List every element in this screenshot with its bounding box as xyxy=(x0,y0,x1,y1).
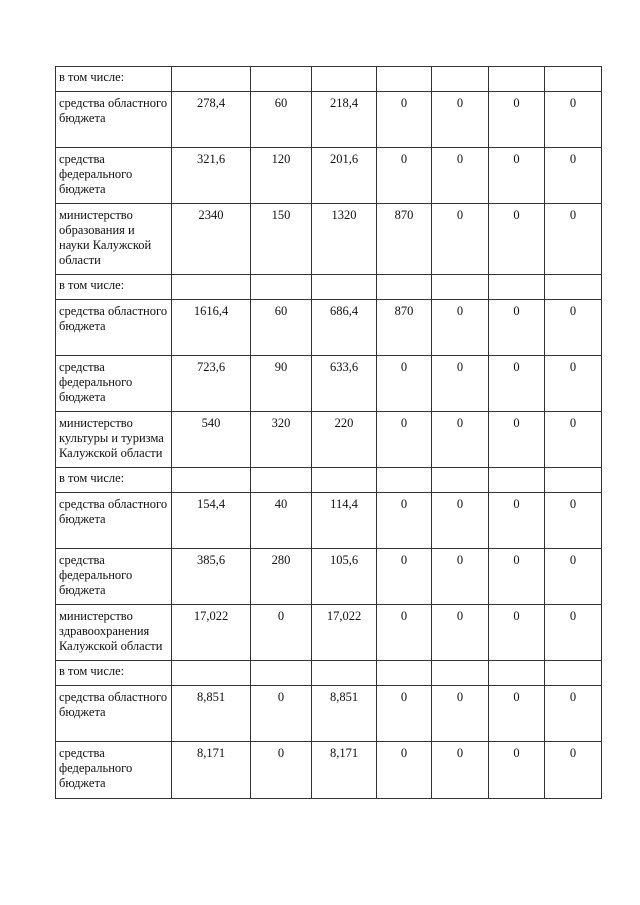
row-label-cell: средства областного бюджета xyxy=(56,92,172,148)
table-row xyxy=(56,549,602,605)
row-label-cell: средства федерального бюджета xyxy=(56,148,172,204)
row-label-cell: в том числе: xyxy=(56,468,172,493)
value-cell: 17,022 xyxy=(312,605,377,661)
value-cell: 0 xyxy=(377,92,432,148)
table-row xyxy=(56,493,602,549)
value-cell: 0 xyxy=(545,742,602,799)
value-cell: 218,4 xyxy=(312,92,377,148)
value-cell: 0 xyxy=(432,148,489,204)
value-cell xyxy=(172,468,251,493)
value-cell: 0 xyxy=(377,412,432,468)
table-row xyxy=(56,468,602,493)
value-cell: 280 xyxy=(251,549,312,605)
value-cell: 0 xyxy=(545,92,602,148)
budget-table xyxy=(55,66,602,799)
value-cell xyxy=(489,468,545,493)
value-cell: 0 xyxy=(545,412,602,468)
value-cell: 0 xyxy=(545,148,602,204)
value-cell: 2340 xyxy=(172,204,251,275)
value-cell: 105,6 xyxy=(312,549,377,605)
row-label-cell: в том числе: xyxy=(56,661,172,686)
value-cell: 8,851 xyxy=(172,686,251,742)
value-cell xyxy=(432,275,489,300)
value-cell xyxy=(489,67,545,92)
value-cell xyxy=(172,661,251,686)
row-label-cell: средства федерального бюджета xyxy=(56,742,172,799)
value-cell xyxy=(377,468,432,493)
value-cell xyxy=(377,661,432,686)
value-cell: 0 xyxy=(489,493,545,549)
value-cell: 1616,4 xyxy=(172,300,251,356)
value-cell: 633,6 xyxy=(312,356,377,412)
value-cell: 0 xyxy=(432,204,489,275)
value-cell xyxy=(489,661,545,686)
table-row xyxy=(56,300,602,356)
value-cell xyxy=(432,468,489,493)
value-cell xyxy=(545,275,602,300)
table-row xyxy=(56,204,602,275)
value-cell xyxy=(312,275,377,300)
value-cell: 540 xyxy=(172,412,251,468)
value-cell: 0 xyxy=(489,300,545,356)
value-cell: 0 xyxy=(545,204,602,275)
value-cell: 201,6 xyxy=(312,148,377,204)
value-cell: 0 xyxy=(489,92,545,148)
row-label-cell: средства областного бюджета xyxy=(56,686,172,742)
value-cell xyxy=(432,661,489,686)
value-cell: 0 xyxy=(377,549,432,605)
value-cell: 1320 xyxy=(312,204,377,275)
table-row xyxy=(56,67,602,92)
row-label-cell: средства федерального бюджета xyxy=(56,356,172,412)
value-cell xyxy=(312,67,377,92)
value-cell xyxy=(545,661,602,686)
value-cell xyxy=(377,67,432,92)
value-cell: 0 xyxy=(489,356,545,412)
value-cell: 154,4 xyxy=(172,493,251,549)
value-cell: 8,171 xyxy=(172,742,251,799)
value-cell: 0 xyxy=(377,742,432,799)
value-cell: 0 xyxy=(432,742,489,799)
value-cell: 60 xyxy=(251,300,312,356)
value-cell: 0 xyxy=(432,686,489,742)
table-row xyxy=(56,356,602,412)
table-row xyxy=(56,275,602,300)
value-cell: 686,4 xyxy=(312,300,377,356)
value-cell: 0 xyxy=(377,148,432,204)
table-row xyxy=(56,148,602,204)
value-cell: 0 xyxy=(489,549,545,605)
value-cell: 0 xyxy=(489,204,545,275)
value-cell xyxy=(172,275,251,300)
value-cell xyxy=(251,468,312,493)
value-cell: 385,6 xyxy=(172,549,251,605)
value-cell: 0 xyxy=(545,356,602,412)
value-cell: 0 xyxy=(251,742,312,799)
row-label-cell: министерство культуры и туризма Калужской области xyxy=(56,412,172,468)
value-cell: 0 xyxy=(432,356,489,412)
row-label-cell: министерство образования и науки Калужской области xyxy=(56,204,172,275)
value-cell: 870 xyxy=(377,300,432,356)
value-cell: 0 xyxy=(545,549,602,605)
value-cell: 150 xyxy=(251,204,312,275)
row-label-cell: в том числе: xyxy=(56,275,172,300)
value-cell: 0 xyxy=(489,686,545,742)
value-cell: 0 xyxy=(251,605,312,661)
value-cell: 0 xyxy=(489,605,545,661)
value-cell: 0 xyxy=(489,412,545,468)
value-cell xyxy=(489,275,545,300)
value-cell: 0 xyxy=(432,605,489,661)
value-cell: 90 xyxy=(251,356,312,412)
value-cell xyxy=(251,275,312,300)
value-cell: 320 xyxy=(251,412,312,468)
value-cell: 60 xyxy=(251,92,312,148)
value-cell xyxy=(251,67,312,92)
table-row xyxy=(56,686,602,742)
value-cell: 17,022 xyxy=(172,605,251,661)
value-cell xyxy=(312,468,377,493)
value-cell: 278,4 xyxy=(172,92,251,148)
value-cell: 0 xyxy=(489,742,545,799)
value-cell: 321,6 xyxy=(172,148,251,204)
value-cell: 0 xyxy=(489,148,545,204)
value-cell: 8,851 xyxy=(312,686,377,742)
value-cell: 0 xyxy=(251,686,312,742)
value-cell: 870 xyxy=(377,204,432,275)
row-label-cell: средства областного бюджета xyxy=(56,300,172,356)
value-cell: 0 xyxy=(432,493,489,549)
value-cell: 8,171 xyxy=(312,742,377,799)
value-cell xyxy=(545,468,602,493)
table-row xyxy=(56,742,602,799)
row-label-cell: министерство здравоохранения Калужской области xyxy=(56,605,172,661)
value-cell xyxy=(312,661,377,686)
row-label-cell: средства федерального бюджета xyxy=(56,549,172,605)
value-cell: 0 xyxy=(432,92,489,148)
row-label-cell: в том числе: xyxy=(56,67,172,92)
value-cell xyxy=(251,661,312,686)
value-cell: 0 xyxy=(545,686,602,742)
value-cell: 0 xyxy=(377,493,432,549)
value-cell: 0 xyxy=(545,605,602,661)
value-cell xyxy=(377,275,432,300)
value-cell: 0 xyxy=(377,605,432,661)
value-cell: 0 xyxy=(377,686,432,742)
value-cell: 0 xyxy=(545,300,602,356)
table-row xyxy=(56,412,602,468)
value-cell: 0 xyxy=(377,356,432,412)
value-cell: 0 xyxy=(432,412,489,468)
value-cell: 114,4 xyxy=(312,493,377,549)
budget-table-body xyxy=(56,67,602,799)
table-row xyxy=(56,605,602,661)
value-cell: 40 xyxy=(251,493,312,549)
value-cell: 120 xyxy=(251,148,312,204)
table-row xyxy=(56,661,602,686)
value-cell: 723,6 xyxy=(172,356,251,412)
row-label-cell: средства областного бюджета xyxy=(56,493,172,549)
value-cell xyxy=(432,67,489,92)
value-cell: 0 xyxy=(545,493,602,549)
value-cell xyxy=(545,67,602,92)
table-row xyxy=(56,92,602,148)
value-cell: 0 xyxy=(432,300,489,356)
value-cell: 220 xyxy=(312,412,377,468)
value-cell: 0 xyxy=(432,549,489,605)
value-cell xyxy=(172,67,251,92)
